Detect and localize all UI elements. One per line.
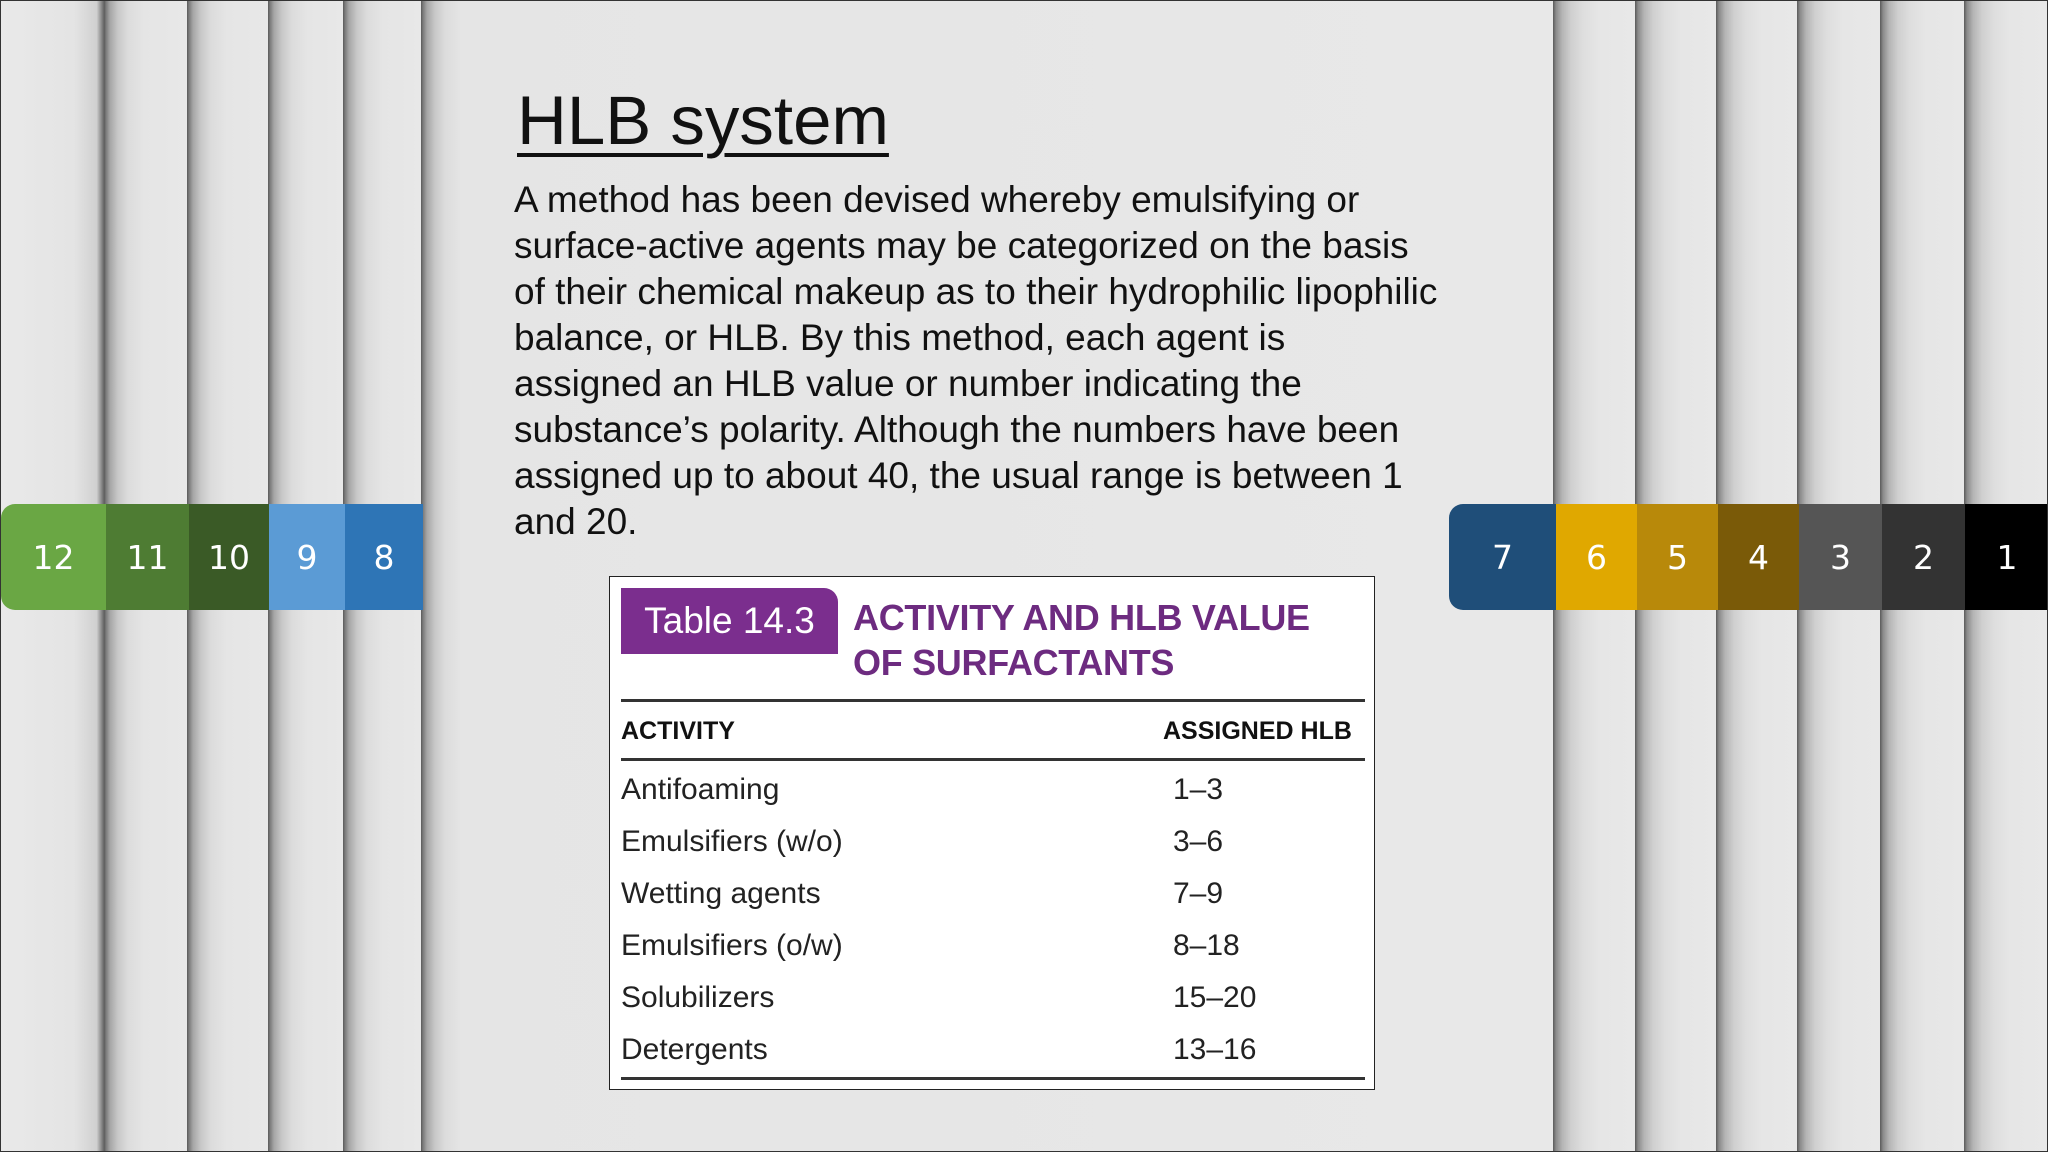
hlb-cell: 1–3 [1173,773,1224,806]
activity-cell: Emulsifiers (o/w) [621,929,843,962]
tab-1[interactable] [1965,504,2048,610]
hlb-cell: 3–6 [1173,825,1224,858]
hlb-table-figure [609,576,1375,1090]
activity-cell: Detergents [621,1033,768,1066]
tab-label: 4 [1748,537,1769,577]
tab-7[interactable] [1449,504,1556,610]
tab-label: 8 [373,537,395,577]
tab-label: 2 [1913,537,1934,577]
tab-10[interactable] [189,504,269,610]
tab-label: 1 [1996,537,2018,577]
table-row [621,877,1365,929]
hlb-cell: 15–20 [1173,981,1257,1014]
hlb-cell: 8–18 [1173,929,1240,962]
hlb-cell: 7–9 [1173,877,1224,910]
table-number-badge: Table 14.3 [621,588,838,654]
hlb-cell: 13–16 [1173,1033,1257,1066]
tab-5[interactable] [1637,504,1718,610]
tab-2[interactable] [1882,504,1965,610]
tab-11[interactable] [106,504,189,610]
tab-label: 3 [1830,537,1851,577]
tab-12[interactable] [1,504,106,610]
tab-label: 5 [1667,537,1688,577]
tab-label: 7 [1492,537,1513,577]
table-row [621,773,1365,825]
column-header-hlb: ASSIGNED HLB [1163,717,1352,745]
tab-6[interactable] [1556,504,1637,610]
table-title: ACTIVITY AND HLB VALUE OF SURFACTANTS [853,597,1310,683]
activity-cell: Solubilizers [621,981,775,1014]
table-rule [621,699,1365,702]
table-row [621,929,1365,981]
tab-label: 6 [1586,537,1607,577]
table-rule [621,758,1365,761]
tab-label: 12 [32,537,75,577]
table-row [621,825,1365,877]
activity-cell: Wetting agents [621,877,821,910]
tab-label: 10 [208,537,250,577]
tab-9[interactable] [269,504,345,610]
activity-cell: Antifoaming [621,773,780,806]
tab-4[interactable] [1718,504,1799,610]
activity-cell: Emulsifiers (w/o) [621,825,843,858]
slide-body-text: A method has been devised whereby emulsifying or surface-active agents may be categorized on the basis of their chemical makeup as to their hydrophilic lipophilic balance, or HLB. By this method, each agent is assigned an HLB value or number indicating the substance’s polarity. Although the numbers have been assigned up to about 40, the usual range is between 1 and 20. [514,179,1438,542]
slide-title: HLB system [517,82,889,159]
table-row [621,981,1365,1033]
tab-label: 11 [126,537,169,577]
table-rule [621,1077,1365,1080]
column-header-activity: ACTIVITY [621,717,735,745]
tab-label: 9 [296,537,318,577]
tab-3[interactable] [1799,504,1882,610]
tab-8[interactable] [345,504,423,610]
